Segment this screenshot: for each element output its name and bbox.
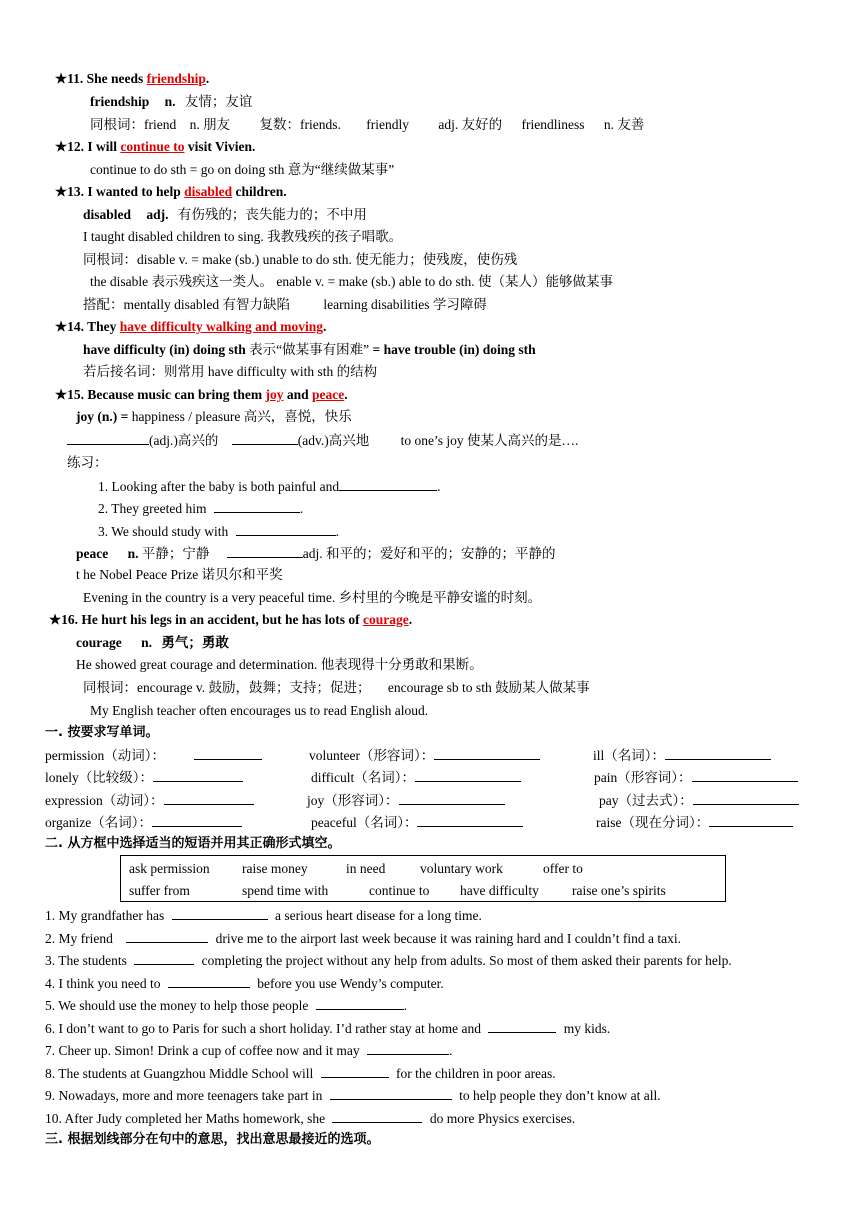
- phrase-option: voluntary work: [420, 861, 503, 876]
- question-10: 10. After Judy completed her Maths homework, she do more Physics exercises.: [45, 1111, 576, 1126]
- key-phrase: courage: [363, 612, 409, 627]
- question-2: 2. My friend drive me to the airport last week because it was raining hard and I couldn’t find a taxi.: [45, 931, 681, 946]
- phrase-option: continue to: [369, 883, 430, 898]
- star-icon: ★: [55, 387, 68, 402]
- key-phrase: have difficulty walking and moving: [119, 319, 324, 334]
- answer-blank[interactable]: [316, 996, 404, 1010]
- item12-line1: continue to do sth = go on doing sth 意为“继续做某事”: [90, 162, 395, 177]
- item13-heading: ★13. I wanted to help disabled children.: [55, 184, 287, 199]
- section3-title: 三. 根据划线部分在句中的意思，找出意思最接近的选项。: [45, 1132, 380, 1147]
- answer-blank[interactable]: [330, 1086, 452, 1100]
- word-row: peaceful（名词）：: [311, 813, 523, 832]
- phrase-option: raise money: [242, 861, 308, 876]
- answer-blank[interactable]: [321, 1064, 389, 1078]
- question-8: 8. The students at Guangzhou Middle School will for the children in poor areas.: [45, 1066, 556, 1081]
- answer-blank[interactable]: [126, 929, 208, 943]
- key-phrase: continue to: [120, 139, 185, 154]
- answer-blank[interactable]: [172, 906, 268, 920]
- fill-blank[interactable]: [232, 431, 298, 445]
- word-row: difficult（名词）：: [311, 768, 521, 787]
- answer-blank[interactable]: [367, 1041, 449, 1055]
- fill-blank[interactable]: [67, 431, 149, 445]
- item16-line2: He showed great courage and determination. 他表现得十分勇敢和果断。: [76, 657, 483, 672]
- item16-line1: courage n. 勇气；勇敢: [76, 635, 229, 650]
- practice-label: 练习：: [67, 455, 108, 470]
- key-phrase: disabled: [184, 184, 233, 199]
- item13-line5: 搭配：mentally disabled 有智力缺陷 learning disabilities 学习障碍: [83, 297, 487, 312]
- item13-line1: disabled adj. 有伤残的；丧失能力的；不中用: [83, 207, 367, 222]
- item11-line2: 同根词：friend n. 朋友 复数：friends. friendly adj. 友好的 friendliness n. 友善: [90, 117, 645, 132]
- star-icon: ★: [55, 319, 68, 334]
- word-row: permission（动词）：: [45, 746, 262, 765]
- answer-blank[interactable]: [194, 746, 262, 760]
- answer-blank[interactable]: [168, 974, 250, 988]
- word-row: ill（名词）：: [593, 746, 771, 765]
- word-row: joy（形容词）：: [307, 791, 505, 810]
- star-icon: ★: [55, 139, 68, 154]
- star-icon: ★: [49, 612, 62, 627]
- word-row: lonely（比较级）：: [45, 768, 243, 787]
- phrase-option: have difficulty: [460, 883, 539, 898]
- answer-blank[interactable]: [488, 1019, 556, 1033]
- section1-title: 一. 按要求写单词。: [45, 725, 159, 740]
- fill-blank[interactable]: [236, 522, 336, 536]
- question-3: 3. The students completing the project without any help from adults. So most of them asked their parents for help.: [45, 953, 732, 968]
- item11-heading: ★11. She needs friendship.: [55, 71, 210, 86]
- answer-blank[interactable]: [164, 791, 254, 805]
- word-row: expression（动词）：: [45, 791, 254, 810]
- item12-heading: ★12. I will continue to visit Vivien.: [55, 139, 256, 154]
- item16-heading: ★16. He hurt his legs in an accident, but he has lots of courage.: [49, 612, 413, 627]
- peace-line: peace n. 平静；宁静 adj. 和平的；爱好和平的；安静的；平静的: [76, 546, 556, 561]
- phrase-option: spend time with: [242, 883, 329, 898]
- practice-3: 3. We should study with .: [98, 524, 340, 539]
- answer-blank[interactable]: [134, 951, 194, 965]
- item15-heading: ★15. Because music can bring them joy and peace.: [55, 387, 348, 402]
- item13-line2: I taught disabled children to sing. 我教残疾的孩子唱歌。: [83, 229, 403, 244]
- item13-line3: 同根词：disable v. = make (sb.) unable to do sth. 使无能力；使残废，使伤残: [83, 252, 518, 267]
- key-word-peace: peace: [312, 387, 345, 402]
- item16-line4: My English teacher often encourages us to read English aloud.: [90, 703, 429, 718]
- answer-blank[interactable]: [332, 1109, 422, 1123]
- answer-blank[interactable]: [434, 746, 540, 760]
- item14-line1: have difficulty (in) doing sth 表示“做某事有困难” = have trouble (in) doing sth: [83, 342, 536, 357]
- practice-2: 2. They greeted him .: [98, 501, 304, 516]
- section2-title: 二. 从方框中选择适当的短语并用其正确形式填空。: [45, 836, 341, 851]
- evening-line: Evening in the country is a very peaceful time. 乡村里的今晚是平静安谧的时刻。: [83, 590, 542, 605]
- star-icon: ★: [55, 71, 68, 86]
- answer-blank[interactable]: [692, 768, 798, 782]
- answer-blank[interactable]: [709, 813, 793, 827]
- key-word-joy: joy: [265, 387, 284, 402]
- question-9: 9. Nowadays, more and more teenagers take part in to help people they don’t know at all.: [45, 1088, 661, 1103]
- question-4: 4. I think you need to before you use Wendy’s computer.: [45, 976, 444, 991]
- item13-line4: the disable 表示残疾这一类人。 enable v. = make (sb.) able to do sth. 使（某人）能够做某事: [90, 274, 614, 289]
- key-phrase: friendship: [146, 71, 206, 86]
- answer-blank[interactable]: [153, 768, 243, 782]
- phrase-option: offer to: [543, 861, 583, 876]
- answer-blank[interactable]: [693, 791, 799, 805]
- phrase-option: raise one’s spirits: [572, 883, 666, 898]
- answer-blank[interactable]: [665, 746, 771, 760]
- question-5: 5. We should use the money to help those people .: [45, 998, 408, 1013]
- item14-line2: 若后接名词：则常用 have difficulty with sth 的结构: [83, 364, 378, 379]
- item16-line3: 同根词：encourage v. 鼓励，鼓舞；支持；促进； encourage sb to sth 鼓励某人做某事: [83, 680, 590, 695]
- fill-blank[interactable]: [214, 499, 300, 513]
- practice-1: 1. Looking after the baby is both painful and .: [98, 479, 441, 494]
- question-7: 7. Cheer up. Simon! Drink a cup of coffee now and it may .: [45, 1043, 453, 1058]
- star-icon: ★: [55, 184, 68, 199]
- word-row: pain（形容词）：: [594, 768, 798, 787]
- item11-line1: friendship n. 友情；友谊: [90, 94, 253, 109]
- answer-blank[interactable]: [415, 768, 521, 782]
- answer-blank[interactable]: [417, 813, 523, 827]
- word-row: pay（过去式）：: [599, 791, 799, 810]
- item15-joy-forms: (adj.)高兴的 (adv.)高兴地 to one’s joy 使某人高兴的是….: [67, 431, 578, 450]
- item14-heading: ★14. They have difficulty walking and moving.: [55, 319, 327, 334]
- word-row: organize（名词）：: [45, 813, 242, 832]
- fill-blank[interactable]: [227, 544, 303, 558]
- question-6: 6. I don’t want to go to Paris for such a short holiday. I’d rather stay at home and my kids.: [45, 1021, 611, 1036]
- phrase-box: [120, 855, 726, 902]
- word-row: volunteer（形容词）：: [309, 746, 540, 765]
- phrase-option: in need: [346, 861, 386, 876]
- nobel-line: t he Nobel Peace Prize 诺贝尔和平奖: [76, 567, 283, 582]
- answer-blank[interactable]: [152, 813, 242, 827]
- phrase-option: ask permission: [129, 861, 210, 876]
- word-row: raise（现在分词）：: [596, 813, 793, 832]
- fill-blank[interactable]: [339, 477, 437, 491]
- question-1: 1. My grandfather has a serious heart disease for a long time.: [45, 908, 482, 923]
- answer-blank[interactable]: [399, 791, 505, 805]
- phrase-option: suffer from: [129, 883, 190, 898]
- item15-joy-line: joy (n.) = happiness / pleasure 高兴，喜悦，快乐: [76, 409, 352, 424]
